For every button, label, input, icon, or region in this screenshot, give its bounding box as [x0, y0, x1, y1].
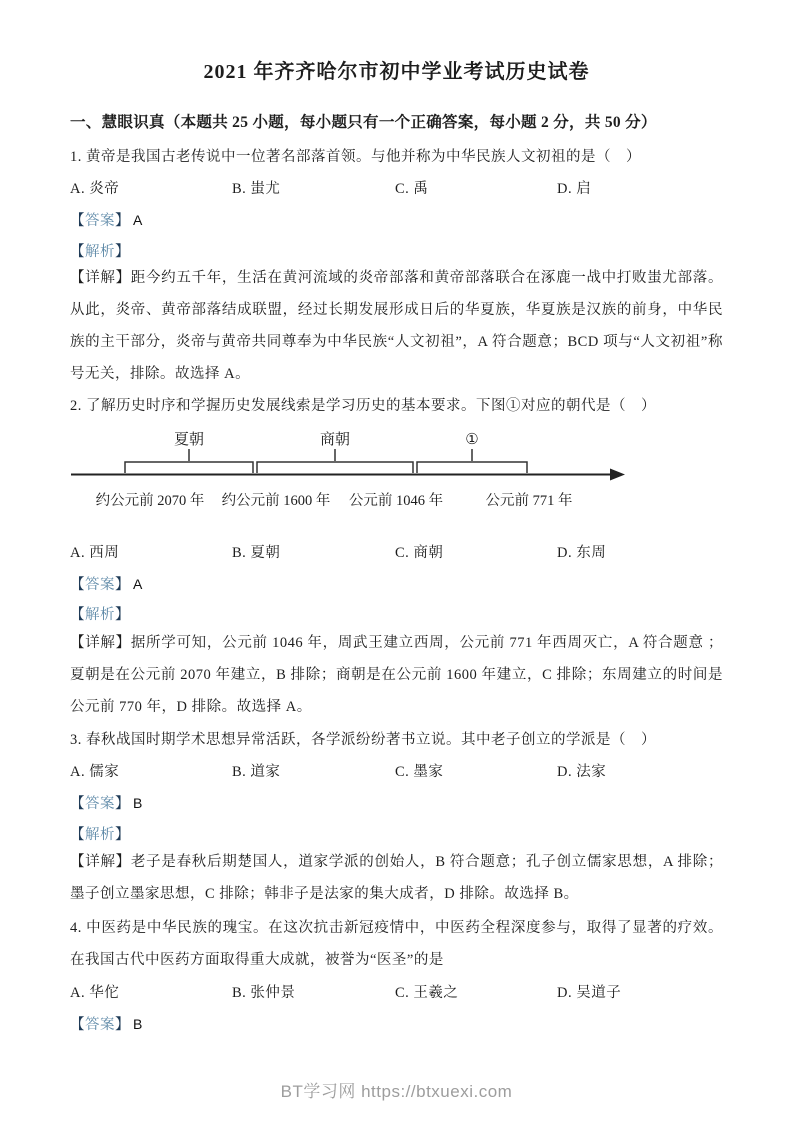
bracket-xia — [125, 462, 253, 473]
option-d: D. 东周 — [557, 545, 607, 561]
section-heading: 一、慧眼识真（本题共 25 小题，每小题只有一个正确答案，每小题 2 分，共 50 分） — [70, 114, 657, 131]
analysis-label: 解析 — [85, 827, 115, 843]
question-2-detail — [70, 627, 723, 723]
bracket-open: 【 — [70, 607, 85, 623]
question-4-answer-line — [70, 1009, 723, 1041]
era-label-xia: 夏朝 — [173, 432, 205, 448]
answer-label: 答案 — [85, 1017, 115, 1033]
option-c: C. 王羲之 — [395, 985, 459, 1001]
option-d: D. 法家 — [557, 764, 607, 780]
timeline-figure — [65, 416, 745, 512]
footer-watermark: BT学习网 https://btxuexi.com — [280, 1082, 513, 1101]
question-3-stem: 3. 春秋战国时期学术思想异常活跃，各学派纷纷著书立说。其中老子创立的学派是（ ） — [70, 732, 656, 748]
option-a: A. 儒家 — [70, 764, 120, 780]
option-d: D. 启 — [557, 181, 592, 197]
answer-value: B — [133, 1016, 143, 1032]
axis-arrow-icon — [610, 469, 625, 481]
bracket-open: 【 — [70, 244, 85, 260]
answer-value: A — [133, 212, 143, 228]
answer-label: 答案 — [85, 796, 115, 812]
question-2-stem: 2. 了解历史时序和学握历史发展线索是学习历史的基本要求。下图①对应的朝代是（ ） — [70, 398, 656, 414]
option-b: B. 张仲景 — [232, 985, 296, 1001]
detail-text: 老子是春秋后期楚国人，道家学派的创始人，B 符合题意；孔子创立儒家思想，A 排除；墨子创立墨家思想，C 排除；韩非子是法家的集大成者，D 排除。故选择 B。 — [70, 854, 724, 902]
option-a: A. 炎帝 — [70, 181, 120, 197]
question-2-answer-line — [70, 569, 723, 601]
analysis-label: 解析 — [85, 244, 115, 260]
analysis-label: 解析 — [85, 607, 115, 623]
bracket-close: 】 — [115, 244, 130, 260]
date-label-1046bc: 公元前 1046 年 — [348, 493, 444, 509]
option-b: B. 蚩尤 — [232, 181, 281, 197]
era-label-shang: 商朝 — [319, 432, 351, 448]
detail-label: 【详解】 — [70, 854, 131, 870]
date-label-1600bc: 约公元前 1600 年 — [221, 493, 331, 509]
option-a: A. 华佗 — [70, 985, 120, 1001]
answer-value: B — [133, 795, 143, 811]
option-c: C. 墨家 — [395, 764, 444, 780]
bracket-open: 【 — [70, 796, 85, 812]
answer-label: 答案 — [85, 213, 115, 229]
era-label-circle-one: ① — [465, 432, 479, 448]
option-b: B. 夏朝 — [232, 545, 281, 561]
detail-text: 距今约五千年，生活在黄河流域的炎帝部落和黄帝部落联合在涿鹿一战中打败蚩尤部落。从此，炎帝、黄帝部落结成联盟，经过长期发展形成日后的华夏族，华夏族是汉族的前身，中华民族的主干部分，炎帝与黄帝共同尊奉为中华民族“人文初祖”，A 符合题意；BCD 项与“人文初祖”称号无关，排除。故选择 A。 — [70, 270, 724, 382]
option-a: A. 西周 — [70, 545, 120, 561]
detail-text: 据所学可知，公元前 1046 年，周武王建立西周，公元前 771 年西周灭亡，A 符合题意 ；夏朝是在公元前 2070 年建立，B 排除；商朝是在公元前 1600 年建立，C 排除；东周建立的时间是公元前 770 年，D 排除。故选择 A。 — [70, 635, 723, 715]
bracket-close: 】 — [115, 607, 130, 623]
question-4-stem: 4. 中医药是中华民族的瑰宝。在这次抗击新冠疫情中，中医药全程深度参与，取得了显著的疗效。在我国古代中医药方面取得重大成就，被誉为“医圣”的是 — [70, 920, 723, 968]
option-d: D. 吴道子 — [557, 985, 622, 1001]
bracket-unknown — [417, 462, 527, 473]
bracket-shang — [257, 462, 413, 473]
date-label-771bc: 公元前 771 年 — [485, 493, 573, 509]
question-3-options — [70, 757, 723, 788]
bracket-open: 【 — [70, 827, 85, 843]
bracket-close: 】 — [115, 577, 130, 593]
question-3-detail — [70, 846, 723, 910]
bracket-close: 】 — [115, 1017, 130, 1033]
bracket-open: 【 — [70, 213, 85, 229]
detail-label: 【详解】 — [70, 635, 131, 651]
page-title: 2021 年齐齐哈尔市初中学业考试历史试卷 — [203, 61, 590, 83]
question-3-answer-line — [70, 788, 723, 820]
option-c: C. 商朝 — [395, 545, 444, 561]
question-2-options — [70, 538, 723, 569]
question-1-answer-line — [70, 205, 723, 237]
bracket-close: 】 — [115, 796, 130, 812]
question-1-detail — [70, 262, 723, 390]
question-4-options — [70, 978, 723, 1009]
question-1-options — [70, 174, 723, 205]
answer-value: A — [133, 576, 143, 592]
detail-label: 【详解】 — [70, 270, 131, 286]
date-label-2070bc: 约公元前 2070 年 — [95, 493, 205, 509]
option-c: C. 禹 — [395, 181, 429, 197]
bracket-close: 】 — [115, 827, 130, 843]
question-1-stem: 1. 黄帝是我国古老传说中一位著名部落首领。与他并称为中华民族人文初祖的是（ ） — [70, 149, 641, 165]
answer-label: 答案 — [85, 577, 115, 593]
bracket-open: 【 — [70, 1017, 85, 1033]
option-b: B. 道家 — [232, 764, 281, 780]
bracket-close: 】 — [115, 213, 130, 229]
bracket-open: 【 — [70, 577, 85, 593]
